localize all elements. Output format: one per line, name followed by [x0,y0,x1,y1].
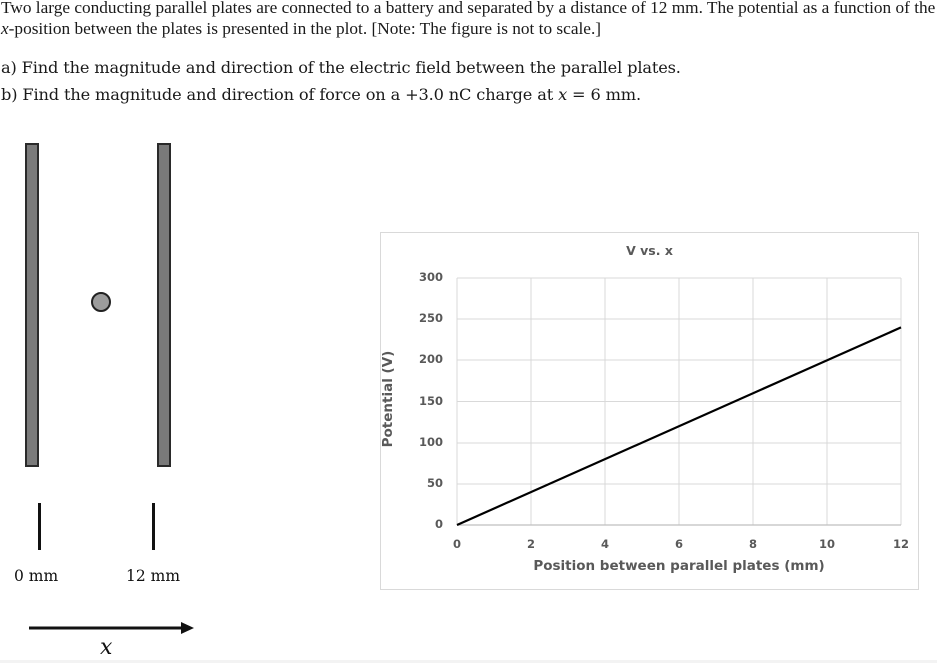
x-tick: 10 [818,537,835,551]
x-tick: 2 [526,537,535,551]
y-tick: 250 [418,311,443,325]
y-tick: 0 [434,517,443,531]
x-axis-variable: x [100,635,113,660]
intro-variable: x [1,19,9,38]
x-axis-arrow-icon [0,130,220,663]
problem-statement [1,0,937,39]
question-b-suffix: = 6 mm. [567,85,641,104]
y-tick: 200 [418,352,443,366]
x-tick: 12 [892,537,909,551]
x-axis-label: Position between parallel plates (mm) [533,558,825,574]
x-tick: 6 [674,537,683,551]
y-tick: 50 [426,476,443,490]
y-axis-label: Potential (V) [380,350,396,448]
question-b [1,85,641,104]
left-plate-label: 0 mm [14,567,59,585]
chart-title: V vs. x [626,243,673,258]
x-tick: 0 [452,537,461,551]
y-tick: 300 [418,270,443,284]
x-tick: 4 [600,537,609,551]
potential-chart [380,232,919,590]
question-b-variable: x [558,85,568,104]
intro-text-1: Two large conducting parallel plates are connected to a battery and separated by a distance of 12 mm. The potential as a function of the [1,0,936,17]
y-tick: 100 [418,435,443,449]
x-tick: 8 [748,537,757,551]
question-a: a) Find the magnitude and direction of the electric field between the parallel plates. [1,58,681,77]
right-plate-label: 12 mm [126,567,181,585]
y-tick: 150 [418,394,443,408]
plates-diagram [0,130,220,663]
question-b-prefix: b) Find the magnitude and direction of force on a +3.0 nC charge at [1,85,559,104]
intro-text-2: -position between the plates is presented in the plot. [Note: The figure is not to scale.] [8,19,602,38]
